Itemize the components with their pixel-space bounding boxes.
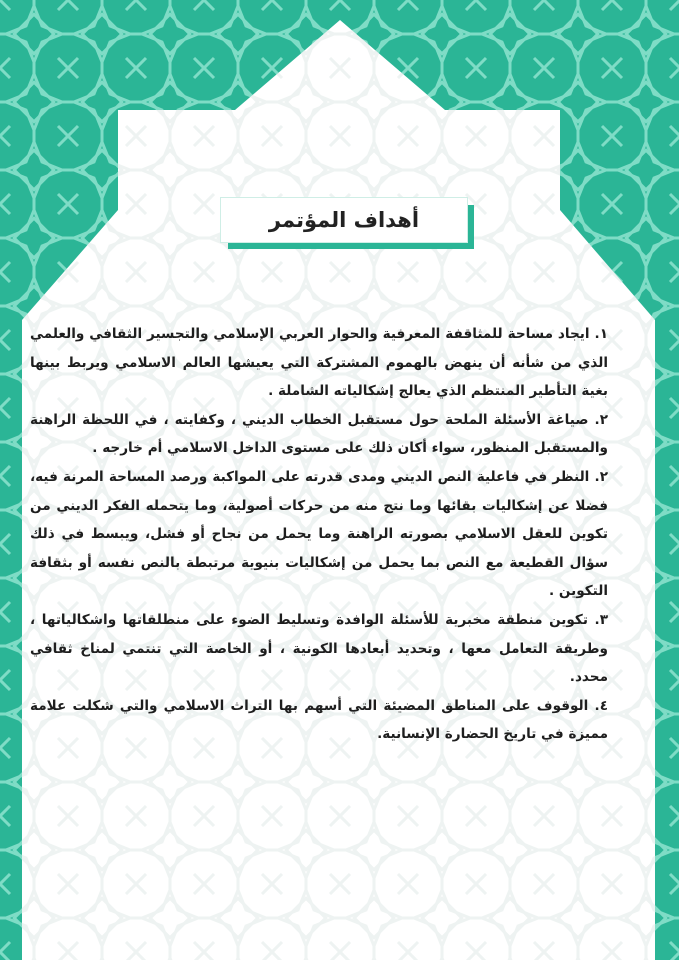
title-banner — [220, 197, 472, 249]
goal-item-4: ٣. تكوين منطقة مخبرية للأسئلة الوافدة وتسليط الضوء على منطلقاتها واشكالياتها ، وطريقة التعامل معها ، وتحديد أبعادها الكونية ، أو الخاصة التي تنتمي لمناخ ثقافي محدد. — [30, 611, 608, 686]
goals-list — [30, 320, 608, 749]
goal-item-2: ٢. صياغة الأسئلة الملحة حول مستقبل الخطاب الديني ، وكفايته ، في اللحظة الراهنة والمستقبل المنظور، سواء أكان ذلك على مستوى الداخل الاسلامي أم خارجه . — [30, 411, 608, 457]
goal-item-1: ١. ايجاد مساحة للمثاقفة المعرفية والحوار العربي الإسلامي والتجسير الثقافي والعلمي الذي من شأنه أن ينهض بالهموم المشتركة التي يعيشها العالم الاسلامي ويربط بينها بغية التأطير المنتظم الذي يعالج إشكالياته الشاملة . — [30, 326, 608, 400]
page-title: أهداف المؤتمر — [220, 197, 468, 243]
goal-item-5: ٤. الوقوف على المناطق المضيئة التي أسهم بها التراث الاسلامي والتي شكلت علامة مميزة في تاريخ الحضارة الإنسانية. — [30, 697, 608, 743]
goal-item-3: ٢. النظر في فاعلية النص الديني ومدى قدرته على المواكبة ورصد المساحة المرنة فيه، فضلا عن إشكاليات بقائها وما نتج منه من حركات أصولية، وما يتحمله الفكر الديني من تكوين للعقل الاسلامي بصورته الراهنة وما يحمل من نجاح أو فشل، ويبسط في ذلك سؤال القطيعة مع النص بما يحمل من إشكاليات بنيوية مرتبطة بالنص نفسه أو بثقافة التكوين . — [30, 468, 608, 600]
